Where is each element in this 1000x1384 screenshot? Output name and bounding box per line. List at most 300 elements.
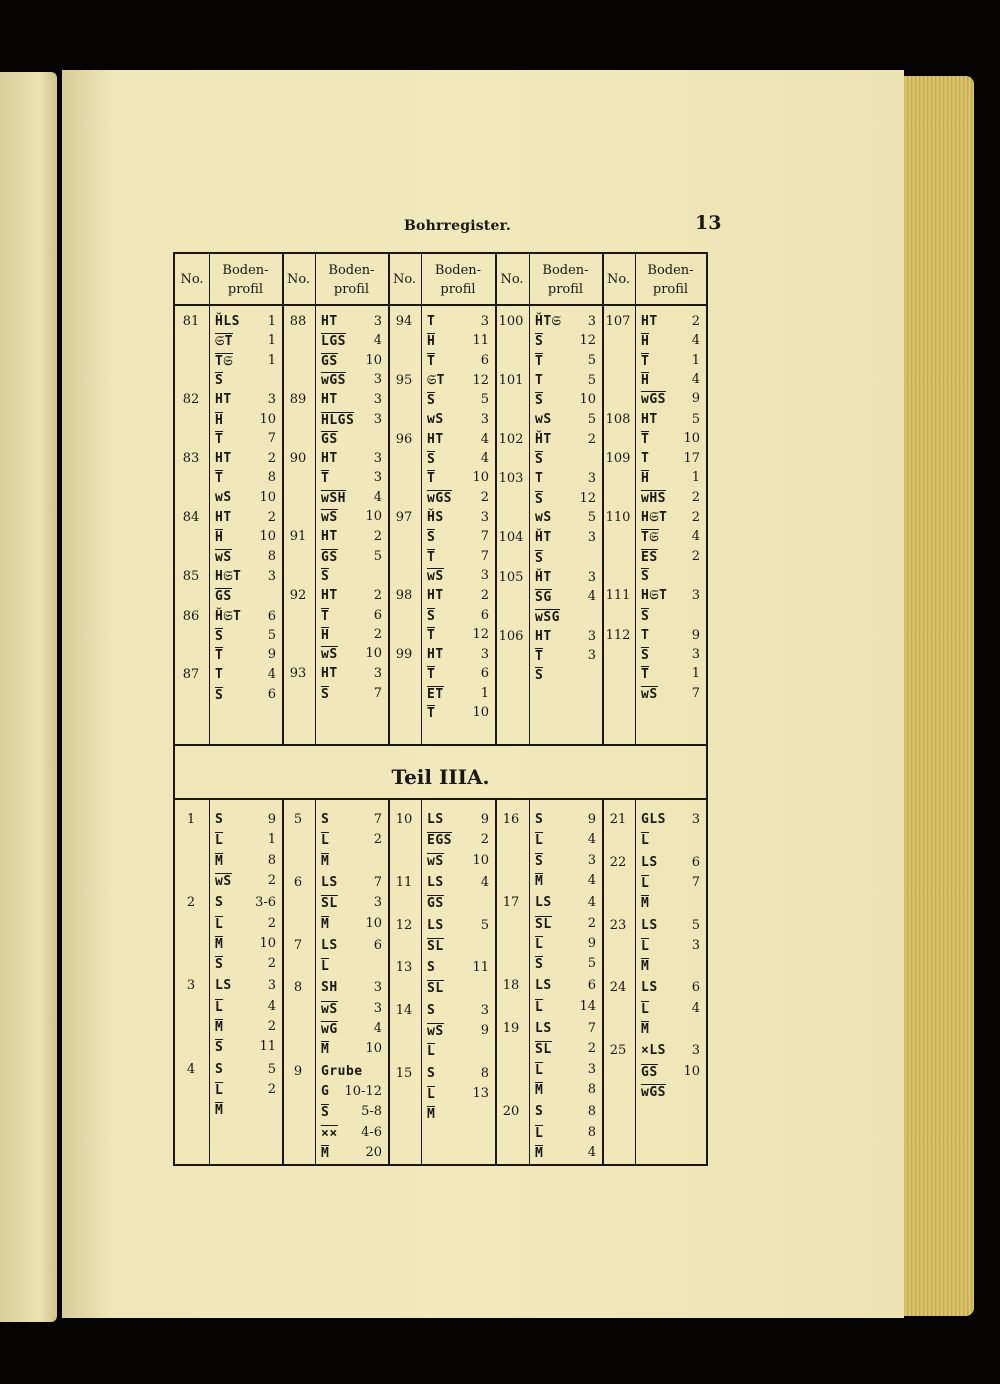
column-rule: [209, 800, 210, 1164]
layer-depth: 8: [267, 852, 276, 868]
layer-depth: 10: [365, 352, 382, 368]
entry-number: 96: [395, 431, 413, 447]
layer-depth: 3: [267, 392, 276, 408]
layer-depth: 5: [480, 392, 489, 408]
layer-depth: 5: [691, 917, 700, 933]
layer-symbol: ES: [641, 549, 658, 565]
layer-symbol: T: [641, 353, 650, 369]
layer-symbol: EGS: [427, 833, 452, 849]
layer-symbol: T: [641, 667, 650, 683]
profile-layer: [215, 628, 276, 644]
entry-number: 101: [498, 372, 524, 388]
column-rule: [529, 800, 530, 1164]
layer-symbol: HT: [321, 314, 338, 329]
layer-symbol: H: [215, 412, 224, 428]
layer-depth: 4: [267, 998, 276, 1014]
layer-symbol: LS: [641, 854, 658, 870]
entry-number: 2: [186, 895, 196, 911]
layer-symbol: S: [427, 530, 436, 546]
profile-layer: [321, 980, 382, 995]
profile-layer: [535, 1145, 596, 1161]
profile-layer: [641, 549, 700, 565]
layer-depth: 5: [480, 917, 489, 933]
layer-symbol: wS: [427, 1024, 444, 1039]
layer-symbol: wSH: [321, 490, 346, 506]
layer-depth: 6: [691, 854, 700, 870]
profile-layer: [641, 1084, 700, 1100]
layer-symbol: L: [535, 833, 544, 849]
layer-symbol: wS: [215, 873, 232, 889]
layer-symbol: H𝔖T: [641, 588, 668, 604]
layer-symbol: HT: [321, 392, 338, 408]
layer-depth: 2: [587, 915, 596, 931]
entry-number: 10: [395, 812, 413, 827]
layer-depth: 3: [587, 530, 596, 546]
layer-symbol: S: [641, 568, 650, 584]
entry-number: 24: [609, 980, 627, 996]
layer-symbol: ×LS: [641, 1043, 666, 1059]
profile-layer: [641, 855, 700, 870]
layer-depth: 4: [691, 333, 700, 349]
profile-layer: [427, 510, 489, 525]
layer-depth: 10: [365, 646, 382, 662]
layer-depth: 10: [259, 529, 276, 545]
profile-layer: [215, 510, 276, 525]
profile-layer: [215, 956, 276, 972]
layer-depth: 1: [267, 314, 276, 329]
layer-symbol: G: [321, 1083, 330, 1099]
layer-symbol: wGS: [427, 490, 452, 506]
profile-layer: [427, 705, 489, 721]
layer-depth: 5-8: [361, 1104, 382, 1120]
entry-number: 89: [289, 392, 307, 408]
profile-layer: [215, 978, 276, 993]
layer-symbol: ȞS: [427, 510, 444, 525]
entry-number: 18: [502, 978, 520, 994]
layer-symbol: L: [215, 916, 224, 932]
layer-symbol: T: [427, 549, 436, 565]
layer-depth: 1: [691, 666, 700, 682]
profile-layer: [535, 432, 596, 447]
layer-symbol: GS: [321, 353, 338, 369]
layer-symbol: wS: [427, 568, 444, 584]
column-rule: [421, 254, 422, 744]
layer-depth: 4: [373, 1021, 382, 1036]
profile-layer: [427, 647, 489, 662]
layer-symbol: S: [215, 687, 224, 703]
layer-symbol: T: [427, 353, 436, 369]
layer-depth: 3: [587, 569, 596, 585]
entry-number: 109: [605, 451, 631, 467]
layer-depth: 3: [587, 628, 596, 644]
layer-symbol: S: [535, 957, 544, 973]
layer-symbol: S: [215, 957, 224, 973]
profile-layer: [321, 1021, 382, 1037]
column-rule: [315, 254, 316, 744]
layer-symbol: wS: [321, 1001, 338, 1017]
profile-layer: [427, 686, 489, 702]
profile-layer: [427, 1043, 489, 1059]
entry-number: 22: [609, 854, 627, 870]
entry-number: 25: [609, 1043, 627, 1059]
profile-layer: [321, 451, 382, 466]
layer-symbol: S: [535, 550, 544, 566]
profile-layer: [321, 372, 382, 388]
profile-layer: [321, 666, 382, 681]
layer-symbol: L: [321, 959, 330, 975]
section-title: Teil IIIA.: [391, 765, 490, 789]
profile-layer: [321, 333, 382, 349]
layer-symbol: T: [427, 667, 436, 683]
layer-symbol: M: [215, 1103, 224, 1119]
layer-symbol: ȞT: [535, 530, 552, 546]
profile-layer: [535, 609, 596, 625]
entry-number: 90: [289, 451, 307, 467]
profile-layer: [535, 853, 596, 869]
profile-layer: [321, 392, 382, 407]
header-rule: [175, 304, 706, 306]
profile-layer: [215, 333, 276, 349]
layer-symbol: M: [535, 873, 544, 889]
layer-symbol: L: [535, 1062, 544, 1078]
profile-layer: [321, 314, 382, 329]
profile-layer: [321, 549, 382, 565]
entry-number: 87: [182, 667, 200, 683]
layer-depth: 3: [373, 666, 382, 682]
profile-layer: [321, 431, 382, 447]
layer-symbol: T: [215, 648, 224, 664]
profile-layer: [321, 1084, 382, 1099]
entry-number: 83: [182, 451, 200, 467]
profile-layer: [427, 832, 489, 848]
profile-layer: [427, 470, 489, 486]
profile-layer: [215, 1082, 276, 1098]
layer-depth: 10-12: [344, 1083, 382, 1099]
layer-symbol: S: [321, 812, 330, 827]
entry-number: 21: [609, 812, 627, 827]
layer-depth: 11: [472, 333, 489, 349]
profile-layer: [427, 938, 489, 954]
entry-number: 102: [498, 431, 524, 447]
layer-symbol: M: [535, 1082, 544, 1098]
layer-depth: 2: [267, 872, 276, 888]
layer-symbol: L: [641, 1001, 650, 1017]
layer-depth: 7: [480, 529, 489, 545]
profile-layer: [321, 832, 382, 848]
profile-layer: [535, 916, 596, 932]
profile-layer: [535, 1062, 596, 1078]
profile-layer: [215, 1102, 276, 1118]
layer-symbol: HT: [427, 647, 444, 663]
layer-depth: 10: [259, 489, 276, 505]
entry-number: 108: [605, 411, 631, 427]
column-rule: [388, 800, 390, 1164]
layer-depth: 3: [373, 314, 382, 329]
column-header-no: No.: [392, 272, 417, 288]
profile-layer: [535, 648, 596, 664]
profile-layer: [427, 568, 489, 584]
layer-symbol: M: [215, 1020, 224, 1035]
layer-symbol: T: [427, 471, 436, 487]
layer-depth: 7: [373, 685, 382, 701]
profile-layer: [215, 372, 276, 388]
layer-symbol: M: [321, 1145, 330, 1161]
column-header-no: No.: [606, 272, 631, 288]
layer-symbol: L: [641, 833, 650, 849]
layer-depth: 3: [373, 392, 382, 408]
layer-symbol: L: [535, 936, 544, 952]
profile-layer: [535, 589, 596, 605]
profile-layer: [641, 1064, 700, 1080]
profile-layer: [215, 353, 276, 369]
layer-depth: 4: [587, 589, 596, 605]
layer-depth: 4: [587, 832, 596, 848]
profile-layer: [215, 1062, 276, 1077]
layer-symbol: H: [641, 471, 650, 487]
profile-layer: [427, 960, 489, 975]
profile-layer: [641, 1043, 700, 1058]
profile-layer: [427, 549, 489, 565]
layer-depth: 10: [365, 509, 382, 524]
layer-symbol: M: [321, 916, 330, 932]
entry-number: 8: [293, 980, 303, 996]
layer-depth: 10: [683, 430, 700, 446]
layer-symbol: wGS: [641, 1084, 666, 1100]
entry-number: 6: [293, 874, 303, 890]
layer-depth: 3: [587, 648, 596, 664]
profile-layer: [215, 832, 276, 848]
profile-layer: [321, 529, 382, 544]
layer-symbol: T: [535, 471, 544, 487]
layer-symbol: S: [535, 668, 544, 684]
profile-layer: [535, 451, 596, 467]
layer-symbol: HT: [215, 510, 232, 525]
layer-symbol: wHS: [641, 490, 666, 506]
running-header: Bohrregister.: [404, 218, 511, 234]
profile-layer: [641, 451, 700, 466]
layer-symbol: H𝔖T: [641, 510, 668, 525]
layer-depth: 5: [587, 411, 596, 427]
layer-symbol: M: [321, 853, 330, 869]
profile-layer: [535, 491, 596, 507]
layer-depth: 9: [587, 812, 596, 827]
profile-layer: [321, 1145, 382, 1161]
layer-symbol: ȞT𝔖: [535, 314, 562, 329]
profile-layer: [641, 314, 700, 329]
profile-layer: [215, 936, 276, 952]
layer-symbol: ȞT: [535, 431, 552, 447]
profile-layer: [641, 875, 700, 891]
profile-layer: [215, 588, 276, 604]
entry-number: 103: [498, 471, 524, 487]
entry-number: 104: [498, 530, 524, 546]
layer-depth: 2: [480, 832, 489, 848]
layer-symbol: H𝔖T: [215, 568, 242, 584]
layer-depth: 10: [259, 411, 276, 427]
layer-depth: 3: [691, 588, 700, 604]
profile-layer: [427, 666, 489, 682]
layer-symbol: wS: [321, 647, 338, 663]
profile-layer: [215, 392, 276, 407]
profile-layer: [535, 550, 596, 566]
layer-symbol: T: [535, 353, 544, 369]
entry-number: 11: [395, 874, 413, 890]
layer-depth: 10: [472, 852, 489, 868]
entry-number: 85: [182, 568, 200, 584]
layer-symbol: LS: [535, 895, 552, 911]
layer-depth: 6: [480, 607, 489, 623]
layer-depth: 4: [587, 895, 596, 911]
layer-depth: 1: [691, 352, 700, 368]
profile-layer: [321, 509, 382, 525]
profile-layer: [535, 471, 596, 486]
layer-symbol: ET: [427, 686, 444, 702]
layer-depth: 2: [480, 489, 489, 505]
layer-depth: 10: [472, 470, 489, 486]
layer-symbol: T: [321, 471, 330, 487]
layer-depth: 17: [683, 451, 700, 467]
profile-layer: [535, 1041, 596, 1057]
profile-layer: [427, 627, 489, 643]
column-header-bodenprofil: Boden- profil: [542, 262, 589, 297]
profile-layer: [427, 1003, 489, 1018]
profile-layer: [641, 895, 700, 911]
profile-layer: [427, 451, 489, 467]
profile-layer: [427, 812, 489, 827]
layer-depth: 3: [480, 1002, 489, 1018]
profile-layer: [215, 569, 276, 584]
profile-layer: [321, 1041, 382, 1057]
layer-symbol: T𝔖: [215, 353, 233, 369]
layer-symbol: SL: [321, 896, 338, 912]
profile-layer: [215, 647, 276, 663]
profile-layer: [641, 412, 700, 427]
entry-number: 19: [502, 1021, 520, 1036]
layer-symbol: H: [427, 334, 436, 350]
profile-layer: [535, 373, 596, 388]
layer-symbol: T: [641, 451, 650, 467]
profile-layer: [641, 608, 700, 624]
profile-layer: [427, 1086, 489, 1102]
layer-depth: 5: [267, 1061, 276, 1077]
profile-layer: [321, 958, 382, 974]
layer-depth: 6: [267, 608, 276, 624]
profile-layer: [427, 980, 489, 996]
profile-layer: [641, 832, 700, 848]
profile-layer: [535, 1082, 596, 1098]
profile-layer: [427, 853, 489, 869]
column-header-no: No.: [180, 272, 204, 288]
layer-symbol: LS: [535, 978, 552, 994]
profile-layer: [641, 431, 700, 447]
column-rule: [209, 254, 210, 744]
layer-symbol: ȞLS: [215, 314, 240, 329]
layer-symbol: SG: [535, 590, 552, 606]
profile-layer: [535, 1021, 596, 1036]
column-header-bodenprofil: Boden- profil: [647, 262, 694, 297]
profile-layer: [321, 627, 382, 643]
layer-symbol: GS: [321, 431, 338, 447]
layer-depth: 3: [480, 567, 489, 583]
layer-symbol: LS: [427, 812, 444, 827]
layer-depth: 9: [691, 391, 700, 407]
column-rule: [529, 254, 530, 744]
layer-symbol: LS: [215, 978, 232, 994]
profile-layer: [427, 588, 489, 603]
layer-depth: 7: [373, 874, 382, 890]
profile-layer: [215, 873, 276, 889]
layer-depth: 7: [373, 812, 382, 827]
layer-symbol: 𝔖T: [427, 372, 445, 388]
layer-depth: 3: [480, 314, 489, 329]
layer-depth: 4: [373, 333, 382, 349]
layer-symbol: HT: [321, 588, 338, 604]
profile-layer: [535, 1104, 596, 1119]
profile-layer: [427, 918, 489, 933]
layer-depth: 4: [691, 371, 700, 387]
layer-symbol: S: [535, 452, 544, 468]
column-header-bodenprofil: Boden- profil: [222, 262, 269, 297]
layer-depth: 14: [579, 998, 596, 1014]
layer-depth: 3: [373, 470, 382, 486]
layer-depth: 8: [587, 1124, 596, 1140]
bohrregister-table: [173, 252, 708, 1166]
layer-symbol: T: [215, 471, 224, 487]
layer-symbol: wS: [535, 510, 552, 525]
entry-number: 88: [289, 314, 307, 329]
layer-symbol: T: [215, 667, 224, 683]
layer-symbol: T: [427, 314, 436, 329]
layer-depth: 4: [691, 529, 700, 545]
profile-layer: [641, 333, 700, 349]
entry-number: 14: [395, 1002, 413, 1018]
layer-symbol: wGS: [641, 392, 666, 408]
layer-depth: 20: [365, 1144, 382, 1160]
layer-depth: 9: [480, 812, 489, 827]
layer-depth: 3: [587, 471, 596, 487]
profile-layer: [641, 510, 700, 525]
entry-number: 92: [289, 588, 307, 604]
layer-symbol: L: [641, 875, 650, 891]
layer-symbol: SL: [427, 981, 444, 997]
layer-symbol: wS: [427, 411, 444, 427]
profile-layer: [641, 686, 700, 702]
layer-depth: 5: [587, 372, 596, 388]
profile-layer: [427, 432, 489, 447]
profile-layer: [321, 916, 382, 932]
page-stack-edge: [904, 76, 974, 1316]
profile-layer: [535, 314, 596, 329]
layer-symbol: S: [427, 960, 436, 976]
profile-layer: [321, 812, 382, 827]
profile-layer: [641, 568, 700, 584]
layer-depth: 7: [587, 1021, 596, 1036]
layer-depth: 3: [691, 937, 700, 953]
layer-depth: 3: [373, 895, 382, 911]
layer-depth: 2: [267, 1019, 276, 1034]
profile-layer: [641, 372, 700, 388]
layer-symbol: LS: [427, 917, 444, 933]
layer-symbol: H: [641, 334, 650, 350]
layer-depth: 5: [267, 627, 276, 643]
layer-symbol: ⨯⨯: [321, 1125, 338, 1141]
layer-depth: 3: [587, 1061, 596, 1077]
profile-layer: [535, 333, 596, 349]
entry-number: 5: [293, 812, 303, 827]
profile-layer: [215, 609, 276, 624]
layer-symbol: H: [215, 530, 224, 546]
entry-number: 86: [182, 608, 200, 624]
